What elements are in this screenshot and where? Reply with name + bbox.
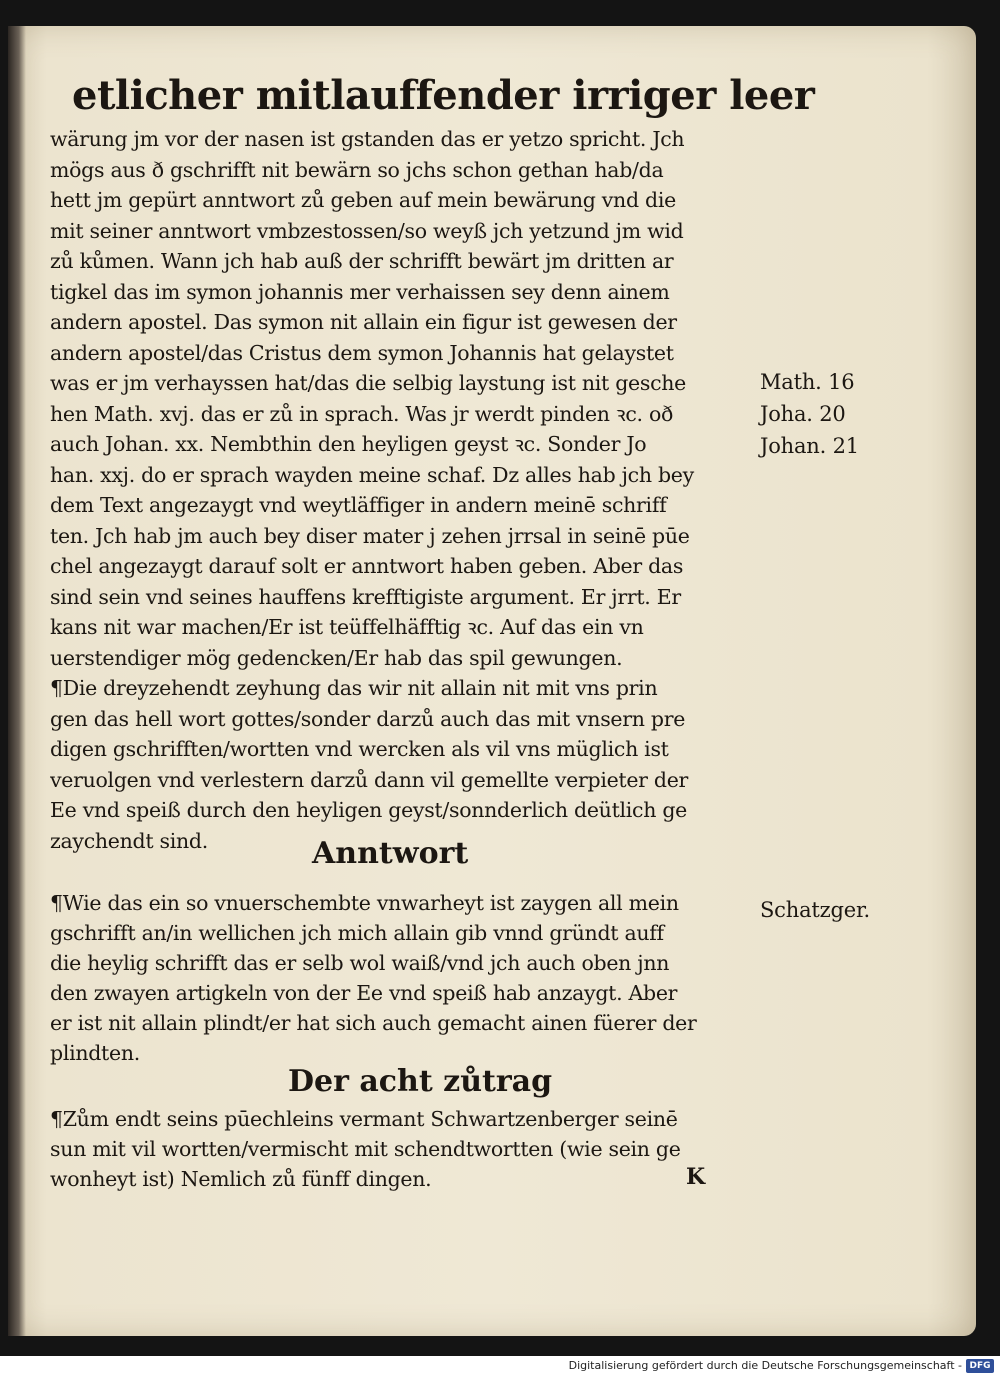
signature-mark: K <box>686 1164 706 1190</box>
main-text-block <box>50 124 755 856</box>
section-heading-eighth: Der acht zůtrag <box>288 1064 553 1099</box>
text-line: Ee vnd speiß durch den heyligen geyst/sonnderlich deütlich ge <box>50 798 687 822</box>
text-line: was er jm verhayssen hat/das die selbig laystung ist nit gesche <box>50 371 686 395</box>
text-line: veruolgen vnd verlestern darzů dann vil gemellte verpieter der <box>50 767 689 792</box>
answer-text-block <box>50 888 755 1068</box>
text-line: ¶Zům endt seins pūechleins vermant Schwartzenberger seinē <box>50 1107 678 1131</box>
text-line: digen gschrifften/wortten vnd wercken als vil vns müglich ist <box>50 737 669 761</box>
text-line: andern apostel. Das symon nit allain ein figur ist gewesen der <box>50 310 677 334</box>
margin-ref: Joha. 20 <box>760 402 846 426</box>
margin-ref: Math. 16 <box>760 370 855 394</box>
footer-credit: Digitalisierung gefördert durch die Deutsche Forschungsgemeinschaft - <box>568 1359 962 1372</box>
text-line: ¶Die dreyzehendt zeyhung das wir nit allain nit mit vns prin <box>50 676 658 700</box>
text-line: mit seiner anntwort vmbzestossen/so weyß jch yetzund jm wid <box>50 218 684 243</box>
text-line: ten. Jch hab jm auch bey diser mater j zehen jrrsal in seinē pūe <box>50 523 690 548</box>
text-line: zaychendt sind. <box>50 828 208 853</box>
text-line: kans nit war machen/Er ist teüffelhäfftig ꝛc. Auf das ein vn <box>50 615 644 639</box>
text-line: auch Johan. xx. Nembthin den heyligen geyst ꝛc. Sonder Jo <box>50 432 647 456</box>
text-line: uerstendiger mög gedencken/Er hab das spil gewungen. <box>50 645 623 670</box>
text-line: sind sein vnd seines hauffens krefftigiste argument. Er jrrt. Er <box>50 584 681 609</box>
eighth-text-block <box>50 1104 755 1194</box>
text-line: hett jm gepürt anntwort zů geben auf mein bewärung vnd die <box>50 188 676 212</box>
text-line: mögs aus ð gschrifft nit bewärn so jchs schon gethan hab/da <box>50 157 664 182</box>
margin-ref: Johan. 21 <box>760 434 859 458</box>
text-line: andern apostel/das Cristus dem symon Johannis hat gelaystet <box>50 340 674 365</box>
text-line: ¶Wie das ein so vnuerschembte vnwarheyt ist zaygen all mein <box>50 891 679 915</box>
text-line: dem Text angezaygt vnd weytläffiger in andern meinē schriff <box>50 493 667 517</box>
text-line: wonheyt ist) Nemlich zů fünff dingen. <box>50 1167 432 1191</box>
text-line: zů kůmen. Wann jch hab auß der schrifft bewärt jm dritten ar <box>50 249 674 273</box>
dfg-logo-icon[interactable]: DFG <box>966 1359 994 1373</box>
section-heading-answer: Anntwort <box>312 836 469 871</box>
text-line: gen das hell wort gottes/sonder darzů auch das mit vnsern pre <box>50 706 686 731</box>
text-line: han. xxj. do er sprach wayden meine schaf. Dz alles hab jch bey <box>50 462 694 487</box>
text-line: chel angezaygt darauf solt er anntwort haben geben. Aber das <box>50 554 684 578</box>
margin-note-schatzger: Schatzger. <box>760 898 870 922</box>
text-line: tigkel das im symon johannis mer verhaissen sey denn ainem <box>50 279 670 304</box>
text-line: hen Math. xvj. das er zů in sprach. Was jr werdt pinden ꝛc. oð <box>50 401 674 426</box>
running-header: etlicher mitlauffender irriger leer <box>72 72 815 119</box>
text-line: den zwayen artigkeln von der Ee vnd speiß hab anzaygt. Aber <box>50 981 678 1005</box>
text-line: plindten. <box>50 1041 140 1065</box>
page-gutter <box>8 26 26 1336</box>
text-line: sun mit vil wortten/vermischt mit schendtwortten (wie sein ge <box>50 1137 681 1161</box>
text-line: er ist nit allain plindt/er hat sich auch gemacht ainen füerer der <box>50 1011 697 1035</box>
text-line: die heylig schrifft das er selb wol waiß/vnd jch auch oben jnn <box>50 951 670 975</box>
text-line: wärung jm vor der nasen ist gstanden das er yetzo spricht. Jch <box>50 127 685 151</box>
text-line: gschrifft an/in wellichen jch mich allain gib vnnd gründt auff <box>50 921 664 945</box>
